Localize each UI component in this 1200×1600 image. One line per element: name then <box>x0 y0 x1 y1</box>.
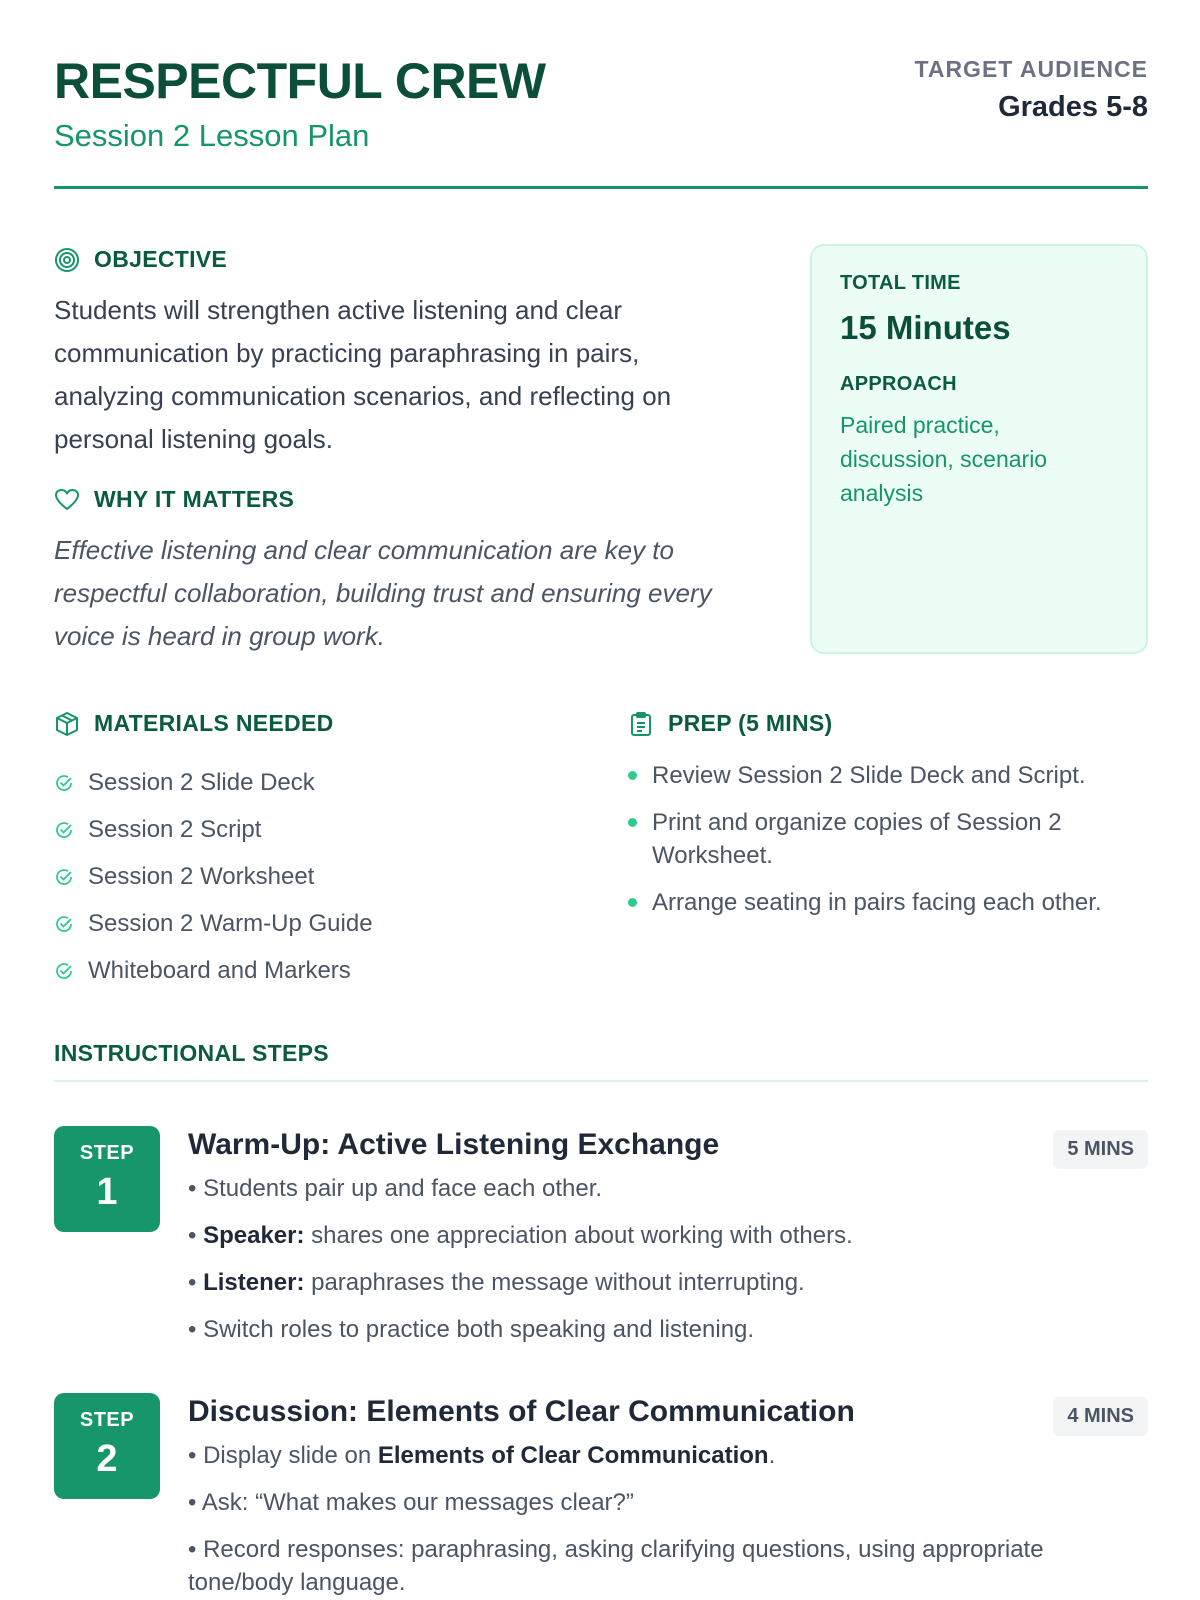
why-text: Effective listening and clear communication are key to respectful collaboration, building trust and ensuring every voice is heard in group work. <box>54 535 712 651</box>
prep-section <box>628 710 1148 933</box>
lesson-plan-page <box>54 0 1148 1600</box>
why-heading <box>54 486 754 513</box>
page-title: RESPECTFUL CREW <box>54 53 546 109</box>
material-label: Session 2 Warm-Up Guide <box>88 909 373 937</box>
step-badge <box>54 1126 160 1232</box>
total-time-label: TOTAL TIME <box>840 272 961 294</box>
prep-heading <box>628 710 1148 737</box>
approach-value: Paired practice, discussion, scenario analysis <box>840 412 1048 506</box>
step-body <box>188 1393 1148 1600</box>
total-time-value: 15 Minutes <box>840 309 1011 346</box>
bullet-dot-icon <box>628 898 637 907</box>
duration-badge: 5 MINS <box>1053 1130 1148 1169</box>
step-body <box>188 1126 1148 1360</box>
clipboard-icon <box>628 711 654 737</box>
list-item: • Display slide on Elements of Clear Communication. <box>188 1442 776 1469</box>
page-subtitle: Session 2 Lesson Plan <box>54 118 370 153</box>
list-item: • Speaker: shares one appreciation about working with others. <box>188 1222 853 1249</box>
list-item: • Ask: “What makes our messages clear?” <box>188 1489 634 1516</box>
list-item <box>628 806 1148 872</box>
prep-text: Arrange seating in pairs facing each other. <box>652 889 1102 916</box>
duration-badge: 4 MINS <box>1053 1397 1148 1436</box>
step-number: 1 <box>96 1171 118 1213</box>
list-item <box>54 947 594 994</box>
step-bullets <box>188 1439 1148 1599</box>
approach-label: APPROACH <box>840 373 957 395</box>
objective-text: Students will strengthen active listening and clear communication by practicing paraphrasing in pairs, analyzing communication scenarios, and reflecting on personal listening goals. <box>54 295 672 454</box>
step-badge <box>54 1393 160 1499</box>
step-title: Discussion: Elements of Clear Communication <box>188 1395 855 1428</box>
list-item: • Listener: paraphrases the message without interrupting. <box>188 1269 805 1296</box>
target-audience <box>915 56 1149 124</box>
bullet-dot-icon <box>628 818 637 827</box>
material-label: Whiteboard and Markers <box>88 956 351 984</box>
box-icon <box>54 711 80 737</box>
bullet-bold: Elements of Clear Communication <box>377 1442 769 1469</box>
heart-icon <box>54 487 80 513</box>
list-item <box>628 759 1148 792</box>
materials-heading-text: MATERIALS NEEDED <box>94 710 334 736</box>
list-item: • Switch roles to practice both speaking and listening. <box>188 1316 755 1343</box>
list-item <box>628 886 1148 919</box>
prep-list <box>628 759 1148 919</box>
prep-heading-text: PREP (5 MINS) <box>668 710 833 736</box>
check-circle-icon <box>54 773 74 793</box>
why-heading-text: WHY IT MATTERS <box>94 486 295 512</box>
step-badge-label: STEP <box>79 1409 135 1431</box>
bullet-text: paraphrases the message without interrupting. <box>304 1269 805 1296</box>
step-title: Warm-Up: Active Listening Exchange <box>188 1128 720 1161</box>
prep-text: Review Session 2 Slide Deck and Script. <box>652 762 1086 789</box>
bullet-text: . <box>768 1442 776 1469</box>
steps-divider <box>54 1080 1148 1082</box>
check-circle-icon <box>54 867 74 887</box>
bullet-dot-icon <box>628 771 637 780</box>
bullet-text: Record responses: paraphrasing, asking clarifying questions, using appropriate tone/body language. <box>188 1536 1044 1596</box>
bullet-text: Switch roles to practice both speaking and listening. <box>203 1316 755 1343</box>
bullet-bold: Listener: <box>203 1269 305 1296</box>
audience-label: TARGET AUDIENCE <box>914 56 1148 82</box>
bullet-text: Ask: “What makes our messages clear?” <box>201 1489 634 1516</box>
audience-value: Grades 5-8 <box>998 91 1148 123</box>
materials-heading <box>54 710 594 737</box>
list-item <box>54 806 594 853</box>
bullet-text: Display slide on <box>203 1442 378 1469</box>
steps-heading: INSTRUCTIONAL STEPS <box>54 1040 329 1066</box>
material-label: Session 2 Slide Deck <box>88 768 315 796</box>
step-bullets <box>188 1172 1148 1346</box>
material-label: Session 2 Worksheet <box>88 862 315 890</box>
list-item <box>54 900 594 947</box>
bullet-bold: Speaker: <box>203 1222 305 1249</box>
materials-section <box>54 710 594 994</box>
objective-heading-text: OBJECTIVE <box>94 246 228 272</box>
check-circle-icon <box>54 914 74 934</box>
prep-text: Print and organize copies of Session 2 Worksheet. <box>652 809 1062 869</box>
bullet-text: Students pair up and face each other. <box>203 1175 603 1202</box>
check-circle-icon <box>54 961 74 981</box>
list-item: • Record responses: paraphrasing, asking clarifying questions, using appropriate tone/body language. <box>188 1536 1044 1596</box>
header-divider <box>54 186 1148 189</box>
list-item: • Students pair up and face each other. <box>188 1175 603 1202</box>
list-item <box>54 759 594 806</box>
list-item <box>54 853 594 900</box>
check-circle-icon <box>54 820 74 840</box>
summary-card <box>810 244 1148 654</box>
why-section <box>54 486 754 658</box>
step-number: 2 <box>96 1438 118 1480</box>
target-icon <box>54 247 80 273</box>
material-label: Session 2 Script <box>88 815 262 843</box>
objective-section <box>54 246 754 461</box>
objective-heading <box>54 246 754 273</box>
materials-list <box>54 759 594 994</box>
bullet-text: shares one appreciation about working with others. <box>304 1222 853 1249</box>
step-badge-label: STEP <box>79 1142 135 1164</box>
